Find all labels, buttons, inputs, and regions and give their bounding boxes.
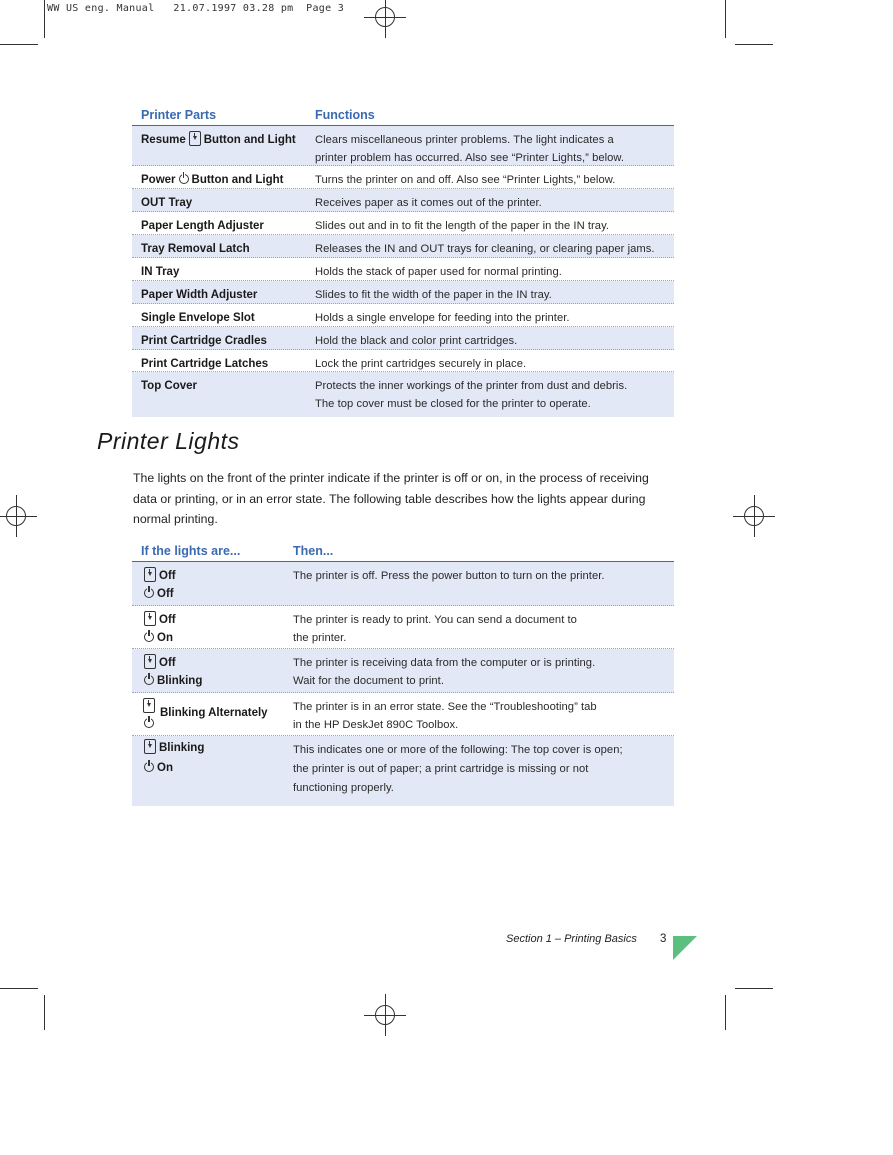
registration-mark xyxy=(744,506,764,526)
power-light-icon xyxy=(144,762,154,772)
print-slug: WW US eng. Manual 21.07.1997 03.28 pm Page 3 xyxy=(47,3,345,14)
table-row xyxy=(132,304,674,327)
part-name: Single Envelope Slot xyxy=(141,312,255,324)
crop-mark xyxy=(735,988,773,989)
crop-mark xyxy=(725,995,726,1030)
part-name: Power Button and Light xyxy=(141,174,284,186)
light-meaning: This indicates one or more of the following: The top cover is open; the printer is out of paper; a print cartridge is missing or not functioning properly. xyxy=(293,744,623,794)
registration-mark xyxy=(375,7,395,27)
resume-button-icon xyxy=(189,131,201,146)
column-header-functions: Functions xyxy=(315,108,375,122)
crop-mark xyxy=(44,995,45,1030)
table-row xyxy=(132,212,674,235)
part-function: Holds the stack of paper used for normal printing. xyxy=(315,266,562,278)
part-function: Lock the print cartridges securely in place. xyxy=(315,358,527,370)
part-name: OUT Tray xyxy=(141,197,193,209)
crop-mark xyxy=(735,44,773,45)
part-function: Hold the black and color print cartridges. xyxy=(315,335,518,347)
resume-light-icon xyxy=(144,567,156,582)
part-function: Slides to fit the width of the paper in the IN tray. xyxy=(315,289,552,301)
part-name: Resume Button and Light xyxy=(141,131,296,149)
resume-light-icon xyxy=(144,611,156,626)
part-function: Turns the printer on and off. Also see “Printer Lights,” below. xyxy=(315,174,616,186)
registration-mark xyxy=(375,1005,395,1025)
crop-mark xyxy=(725,0,726,38)
light-states: Blinking On xyxy=(141,739,204,777)
table-row xyxy=(132,372,674,417)
light-meaning: The printer is in an error state. See the “Troubleshooting” tab in the HP DeskJet 890C Toolbox. xyxy=(293,701,597,731)
light-states: Blinking Alternately xyxy=(141,697,268,728)
footer-section-label: Section 1 – Printing Basics xyxy=(506,933,637,945)
column-header-parts: Printer Parts xyxy=(141,108,217,122)
resume-light-icon xyxy=(144,654,156,669)
crop-mark xyxy=(44,0,45,38)
light-meaning: The printer is receiving data from the computer or is printing. Wait for the document to print. xyxy=(293,657,596,687)
table-row xyxy=(132,350,674,372)
crop-mark xyxy=(0,44,38,45)
table-row xyxy=(132,258,674,281)
resume-light-icon xyxy=(144,739,156,754)
part-function: Releases the IN and OUT trays for cleaning, or clearing paper jams. xyxy=(315,243,655,255)
table-row xyxy=(132,327,674,350)
part-function: Receives paper as it comes out of the printer. xyxy=(315,197,542,209)
light-states: Off Off xyxy=(141,567,176,603)
part-function: Protects the inner workings of the printer from dust and debris. The top cover must be closed for the printer to operate. xyxy=(315,380,628,410)
column-header-lights: If the lights are... xyxy=(141,544,241,558)
page-number: 3 xyxy=(660,933,667,945)
table-row xyxy=(132,281,674,304)
table-row xyxy=(132,189,674,212)
power-light-icon xyxy=(144,632,154,642)
table-row xyxy=(132,166,674,189)
resume-light-icon xyxy=(143,698,155,713)
column-header-then: Then... xyxy=(293,544,334,558)
part-name: Paper Length Adjuster xyxy=(141,220,264,232)
table-row xyxy=(132,606,674,649)
intro-paragraph: The lights on the front of the printer indicate if the printer is off or on, in the process of receiving data or printing, or in an error state. The following table describes how the lights appear during normal printing. xyxy=(133,471,649,526)
crop-mark xyxy=(0,988,38,989)
printer-parts-table xyxy=(132,101,674,417)
printer-lights-table xyxy=(132,537,674,806)
table-row xyxy=(132,693,674,736)
part-name: IN Tray xyxy=(141,266,180,278)
table-row xyxy=(132,736,674,806)
section-tab-marker xyxy=(673,936,697,960)
power-light-icon xyxy=(144,675,154,685)
table-row xyxy=(132,126,674,166)
power-light-icon xyxy=(144,588,154,598)
part-name: Paper Width Adjuster xyxy=(141,289,258,301)
light-states: Off Blinking xyxy=(141,654,202,690)
section-heading: Printer Lights xyxy=(97,428,240,454)
registration-mark xyxy=(6,506,26,526)
part-name: Print Cartridge Latches xyxy=(141,358,269,370)
part-name: Top Cover xyxy=(141,380,198,392)
light-meaning: The printer is ready to print. You can send a document to the printer. xyxy=(293,614,577,644)
power-icon xyxy=(179,174,189,184)
light-meaning: The printer is off. Press the power button to turn on the printer. xyxy=(293,570,605,582)
part-name: Print Cartridge Cradles xyxy=(141,335,267,347)
table-row xyxy=(132,235,674,258)
power-light-icon xyxy=(144,718,154,728)
part-function: Clears miscellaneous printer problems. The light indicates a printer problem has occurred. Also see “Printer Lights,” below. xyxy=(315,134,625,164)
part-function: Slides out and in to fit the length of the paper in the IN tray. xyxy=(315,220,610,232)
table-row xyxy=(132,562,674,606)
light-states: Off On xyxy=(141,611,176,647)
table-header xyxy=(132,537,674,562)
table-row xyxy=(132,649,674,693)
table-header xyxy=(132,101,674,126)
part-function: Holds a single envelope for feeding into the printer. xyxy=(315,312,570,324)
part-name: Tray Removal Latch xyxy=(141,243,250,255)
